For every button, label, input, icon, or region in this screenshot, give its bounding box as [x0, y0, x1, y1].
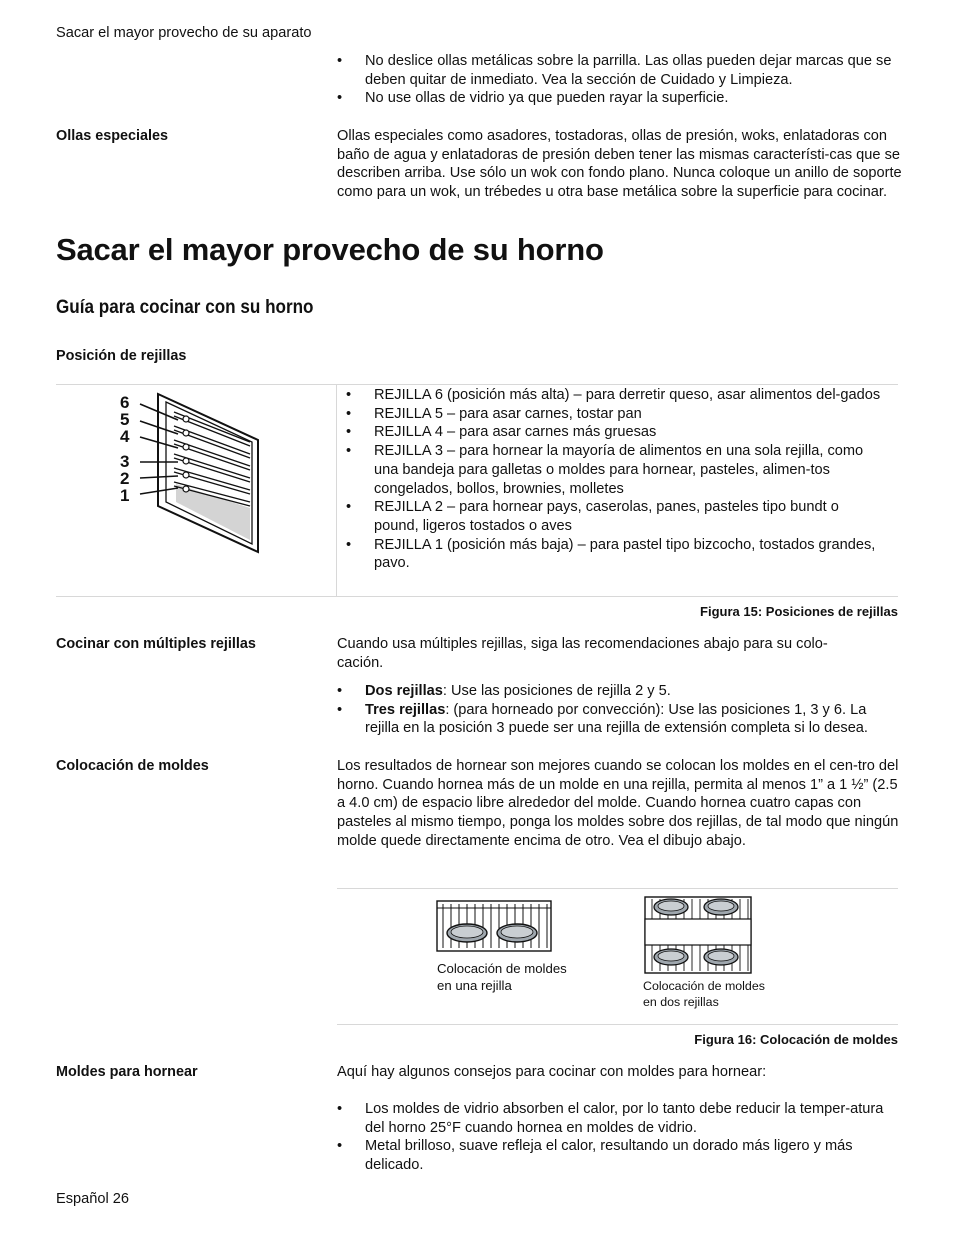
multiples-intro: Cuando usa múltiples rejillas, siga las recomendaciones abajo para su colo-cación. [337, 636, 828, 671]
item-bold: Dos rejillas [365, 683, 443, 699]
figure-top-rule [337, 888, 898, 889]
list-item: • No use ollas de vidrio ya que pueden rayar la superficie. [337, 89, 902, 108]
ollas-especiales-text: Ollas especiales como asadores, tostadoras, ollas de presión, woks, enlatadoras con baño de agua y enlatadoras de presión deben tener las mismas característi-cas que se describen arriba. Use sólo un wok con fondo plano. Nunca coloque un anillo de soporte como para un wok, un trébedes u otra base metálica sobre la superficie para cocinar. [337, 128, 902, 201]
list-item: • REJILLA 2 – para hornear pays, caserolas, panes, pasteles tipo bundt o pound, ligeros tostados o aves [346, 498, 886, 535]
figure-16-caption: Figura 16: Colocación de moldes [694, 1032, 898, 1047]
rack-number: 2 [120, 469, 130, 488]
list-item: • Metal brilloso, suave refleja el calor, resultando un dorado más ligero y más delicado. [337, 1137, 887, 1174]
rack-number: 6 [120, 393, 130, 412]
list-item: • No deslice ollas metálicas sobre la parrilla. Las ollas pueden dejar marcas que se deben quitar de inmediato. Vea la sección de Cuidado y Limpieza. [337, 52, 902, 89]
list-item [337, 682, 902, 701]
rack-number: 5 [120, 410, 130, 429]
figure-bottom-rule [337, 1024, 898, 1025]
one-rack-pans-illustration [435, 898, 555, 954]
item-text: : Use las posiciones de rejilla 2 y 5. [442, 683, 671, 699]
figure-15-caption: Figura 15: Posiciones de rejillas [700, 604, 898, 619]
list-item [337, 701, 902, 738]
figure-divider [336, 384, 337, 596]
caption-line: Colocación de moldes [437, 961, 567, 976]
caption-line: Colocación de moldes [643, 979, 765, 993]
two-rack-pans-illustration [643, 895, 755, 975]
list-item: • REJILLA 5 – para asar carnes, tostar pan [346, 405, 886, 424]
rack-number: 1 [120, 486, 130, 505]
list-item: • REJILLA 1 (posición más baja) – para pastel tipo bizcocho, tostados grandes, pavo. [346, 536, 886, 573]
two-rack-caption [643, 978, 765, 1010]
multiples-list [337, 682, 902, 738]
moldes-list [337, 1100, 887, 1175]
colocacion-text: Los resultados de hornear son mejores cuando se colocan los moldes en el cen-tro del horno. Cuando hornea más de un molde en una rejilla, permita al menos 1” a 1 ½” (2.5 a 4.0 cm) de espacio libre alrededor del molde. Cuando hornea cuatro capas con pasteles al mismo tiempo, ponga los moldes sobre dos rejillas, de tal modo que ningún molde quede directamente encima de otro. Vea el dibujo abajo. [337, 758, 899, 849]
caption-line: en una rejilla [437, 978, 512, 993]
colocacion-label: Colocación de moldes [56, 758, 209, 774]
rack-number: 4 [120, 427, 130, 446]
oven-rack-illustration [110, 390, 270, 560]
moldes-label: Moldes para hornear [56, 1064, 198, 1080]
rack-number: 3 [120, 452, 130, 471]
section-title: Sacar el mayor provecho de su horno [56, 232, 604, 267]
list-item: • REJILLA 6 (posición más alta) – para derretir queso, asar alimentos del-gados [346, 386, 886, 405]
rack-bullet-list [346, 386, 886, 573]
one-rack-caption [437, 960, 567, 994]
list-item: • REJILLA 3 – para hornear la mayoría de alimentos en una sola rejilla, como una bandeja para galletas o moldes para hornear, pasteles, alimen-tos congelados, bollos, brownies, molletes [346, 442, 886, 498]
item-text: : (para horneado por convección): Use las posiciones 1, 3 y 6. La rejilla en la posición 3 puede ser una rejilla de extensión completa si lo desea. [365, 701, 868, 737]
page-number: Español 26 [56, 1191, 130, 1207]
caption-line: en dos rejillas [643, 995, 719, 1009]
running-header: Sacar el mayor provecho de su aparato [56, 25, 312, 41]
top-bullet-list [337, 52, 902, 108]
list-item: • Los moldes de vidrio absorben el calor, por lo tanto debe reducir la temper-atura del horno 25°F cuando hornea en moldes de vidrio. [337, 1100, 887, 1137]
ollas-especiales-label: Ollas especiales [56, 128, 169, 144]
figure-bottom-rule [56, 596, 898, 597]
subsection-title: Guía para cocinar con su horno [56, 297, 314, 318]
list-item: • REJILLA 4 – para asar carnes más gruesas [346, 423, 886, 442]
moldes-intro: Aquí hay algunos consejos para cocinar con moldes para hornear: [337, 1064, 767, 1080]
item-bold: Tres rejillas [365, 701, 446, 718]
figure-top-rule [56, 384, 898, 385]
multiples-label: Cocinar con múltiples rejillas [56, 636, 256, 652]
posicion-rejillas-label: Posición de rejillas [56, 348, 187, 364]
rack-number-list [120, 394, 129, 504]
